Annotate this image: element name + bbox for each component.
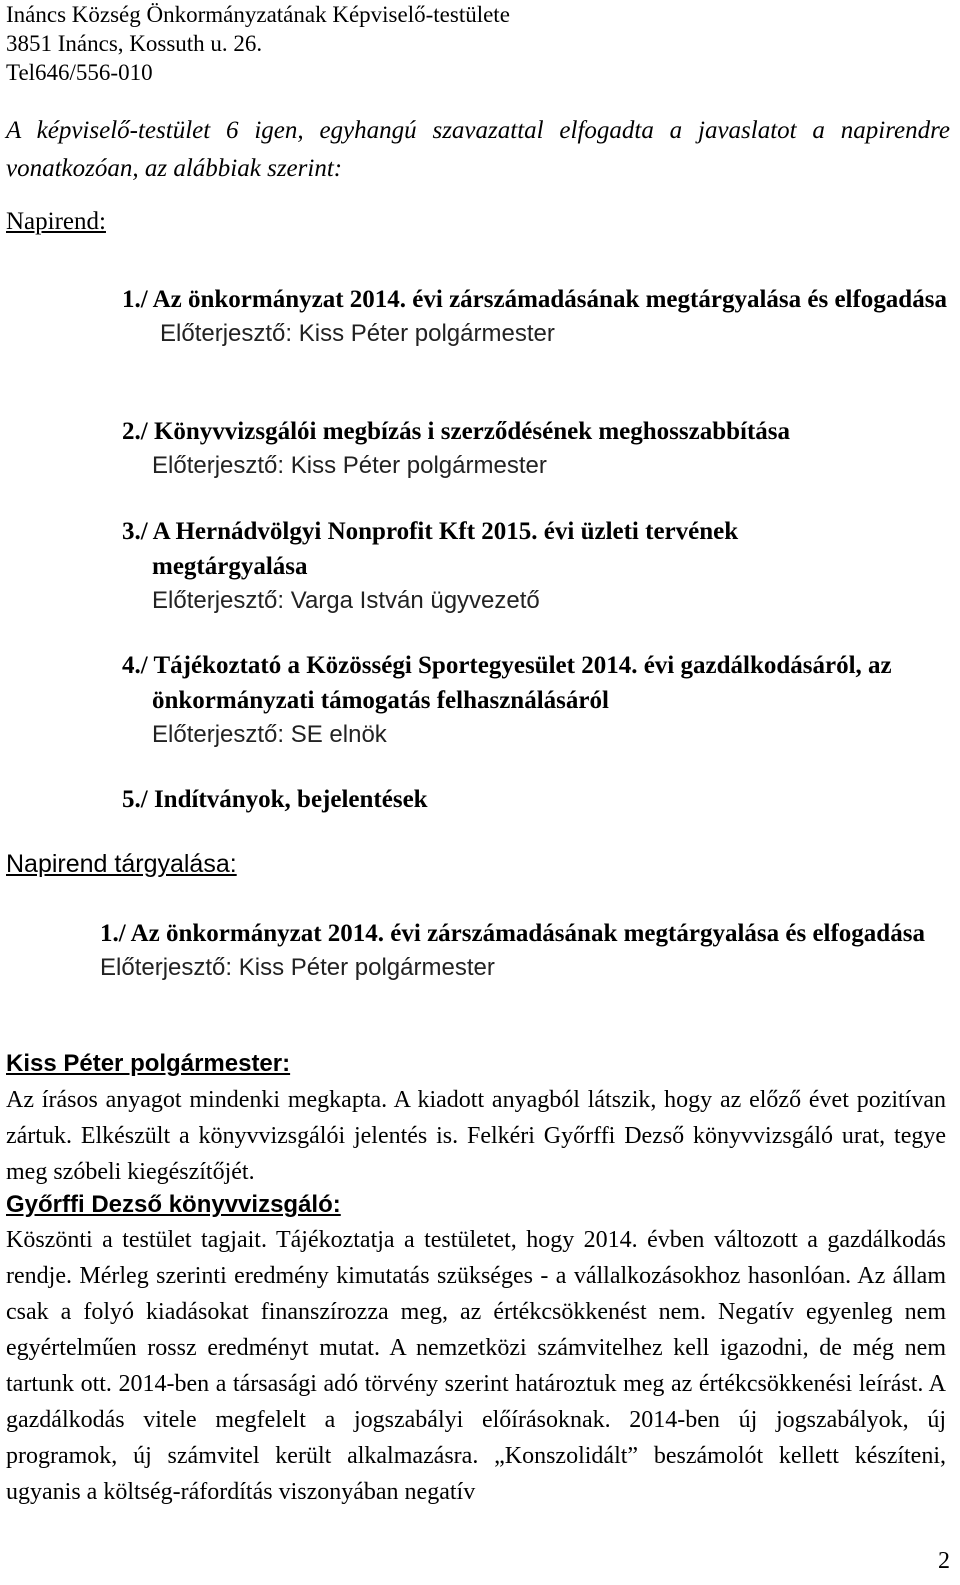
agenda-item-2 xyxy=(122,414,952,483)
page-number: 2 xyxy=(938,1548,950,1574)
agenda-heading: Napirend: xyxy=(6,208,106,235)
speaker-mayor-text: Az írásos anyagot mindenki megkapta. A kiadott anyagból látszik, hogy az előző évet pozitívan zártuk. Elkészült a könyvvizsgálói jelentés is. Felkéri Győrffi Dezső könyvvizsgáló urat, tegye meg szóbeli kiegészítőjét. xyxy=(6,1087,946,1185)
discussion-heading: Napirend tárgyalása: xyxy=(6,850,237,878)
discussion-item-1 xyxy=(100,916,950,985)
discussion-item-title: 1./ Az önkormányzat 2014. évi zárszámadásának megtárgyalása és elfogadása xyxy=(100,920,925,947)
speaker-auditor: Győrffi Dezső könyvvizsgáló: xyxy=(6,1191,341,1218)
speaker-mayor: Kiss Péter polgármester: xyxy=(6,1050,291,1077)
agenda-item-title: 4./ Tájékoztató a Közösségi Sportegyesület 2014. évi gazdálkodásáról, az önkormányzati támogatás felhasználásáról xyxy=(122,652,892,714)
speaker-auditor-text: Köszönti a testület tagjait. Tájékoztatja a testületet, hogy 2014. évben változott a gazdálkodás rendje. Mérleg szerinti eredmény kimutatás szükséges - a vállalkozásokhoz hasonlóan. Az állam csak a folyó kiadásokat finanszírozza meg, az értékcsökkenést nem. Negatív egyenleg nem egyértelműen rossz eredményt mutat. A nemzetközi számvitelhez kell igazodni, de még nem tartunk ott. 2014-ben a társasági adó törvény szerint határoztuk meg az értékcsökkenési leírást. A gazdálkodás vitele megfelelt a jogszabályi előírásoknak. 2014-ben új jogszabályok, új programok, új számvitel került alkalmazásra. „Konszolidált” beszámolót kellett készíteni, ugyanis a költség-ráfordítás viszonyában negatív xyxy=(6,1227,946,1505)
agenda-item-1 xyxy=(122,282,952,351)
agenda-item-title: 3./ A Hernádvölgyi Nonprofit Kft 2015. évi üzleti tervének megtárgyalása xyxy=(122,518,739,580)
letterhead xyxy=(6,0,510,87)
agenda-item-title: 2./ Könyvvizsgálói megbízás i szerződésének meghosszabbítása xyxy=(122,418,791,445)
intro-paragraph: A képviselő-testület 6 igen, egyhangú szavazattal elfogadta a javaslatot a napirendre vonatkozóan, az alábbiak szerint: xyxy=(6,117,950,182)
agenda-item-presenter: Előterjesztő: Kiss Péter polgármester xyxy=(160,320,555,347)
agenda-item-title: 5./ Indítványok, bejelentések xyxy=(122,786,428,813)
agenda-item-presenter: Előterjesztő: Varga István ügyvezető xyxy=(152,587,540,614)
discussion-item-presenter: Előterjesztő: Kiss Péter polgármester xyxy=(100,954,495,981)
letterhead-org: Ináncs Község Önkormányzatának Képviselő-testülete xyxy=(6,2,510,27)
agenda-item-4 xyxy=(122,648,952,752)
agenda-item-title: 1./ Az önkormányzat 2014. évi zárszámadásának megtárgyalása és elfogadása xyxy=(122,286,947,313)
letterhead-phone: Tel646/556-010 xyxy=(6,60,153,85)
agenda-item-presenter: Előterjesztő: SE elnök xyxy=(152,721,387,748)
agenda-item-presenter: Előterjesztő: Kiss Péter polgármester xyxy=(152,452,547,479)
agenda-item-3 xyxy=(122,514,842,618)
letterhead-address: 3851 Ináncs, Kossuth u. 26. xyxy=(6,31,263,56)
agenda-item-5 xyxy=(122,782,952,817)
